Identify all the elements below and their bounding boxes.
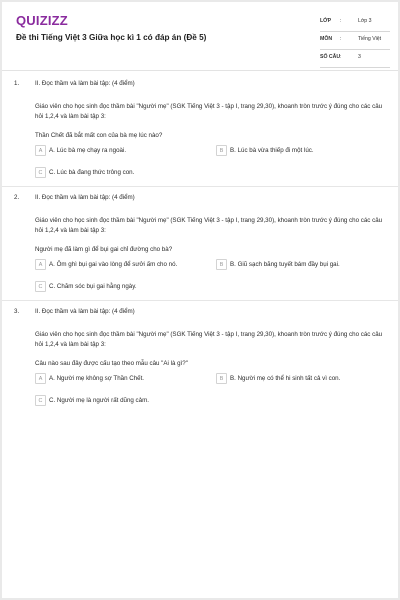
option-letter-box: A <box>35 259 46 270</box>
question-passage: Giáo viên cho học sinh đọc thầm bài "Người mẹ" (SGK Tiếng Việt 3 - tập I, trang 29,30), khoanh tròn trước ý đúng cho các câu hỏi 1,2,4 và làm bài tập 3: <box>35 217 383 234</box>
meta-row-subject <box>320 33 390 50</box>
option-text: B. Lúc bà vừa thiếp đi một lúc. <box>230 147 314 154</box>
option-letter-box: A <box>35 373 46 384</box>
option-letter-box: C <box>35 281 46 292</box>
question-passage: Giáo viên cho học sinh đọc thầm bài "Người mẹ" (SGK Tiếng Việt 3 - tập I, trang 29,30), khoanh tròn trước ý đúng cho các câu hỏi 1,2,4 và làm bài tập 3: <box>35 331 383 348</box>
question-number: 1. <box>14 80 20 87</box>
question-divider <box>2 186 398 187</box>
meta-colon: : <box>340 36 342 42</box>
worksheet-meta <box>320 15 390 69</box>
question-heading: II. Đọc thầm và làm bài tập: (4 điểm) <box>35 194 135 201</box>
meta-value-class: Lớp 3 <box>358 18 372 24</box>
question-number: 2. <box>14 194 20 201</box>
option-letter-box: B <box>216 373 227 384</box>
option-letter-box: A <box>35 145 46 156</box>
question-passage: Giáo viên cho học sinh đọc thầm bài "Người mẹ" (SGK Tiếng Việt 3 - tập I, trang 29,30), khoanh tròn trước ý đúng cho các câu hỏi 1,2,4 và làm bài tập 3: <box>35 103 383 120</box>
option-text: B. Giũ sạch băng tuyết bám đầy bụi gai. <box>230 261 340 268</box>
meta-colon: : <box>340 18 342 24</box>
option-text: A. Lúc bà mẹ chạy ra ngoài. <box>49 147 127 154</box>
meta-row-class <box>320 15 390 32</box>
option-text: C. Người mẹ là người rất dũng cảm. <box>49 397 149 404</box>
meta-value-question-count: 3 <box>358 54 361 60</box>
question-prompt: Thần Chết đã bắt mất con của bà mẹ lúc nào? <box>35 132 163 139</box>
option-text: C. Lúc bà đang thức trông con. <box>49 169 135 176</box>
page-title: Đề thi Tiếng Việt 3 Giữa học kì 1 có đáp án (Đề 5) <box>16 33 207 42</box>
worksheet-page <box>2 2 398 598</box>
option-letter-box: B <box>216 259 227 270</box>
meta-row-question-count <box>320 51 390 68</box>
meta-label-class: LỚP <box>320 18 332 24</box>
option-text: B. Người mẹ có thể hi sinh tất cả vì con. <box>230 375 341 382</box>
question-heading: II. Đọc thầm và làm bài tập: (4 điểm) <box>35 308 135 315</box>
question-number: 3. <box>14 308 20 315</box>
header-divider <box>2 70 398 71</box>
question-prompt: Người mẹ đã làm gì để bụi gai chỉ đường cho bà? <box>35 246 173 253</box>
quizizz-logo: QUIZIZZ <box>16 13 68 28</box>
option-letter-box: C <box>35 395 46 406</box>
meta-value-subject: Tiếng Việt <box>358 36 382 42</box>
question-divider <box>2 300 398 301</box>
question-heading: II. Đọc thầm và làm bài tập: (4 điểm) <box>35 80 135 87</box>
question-prompt: Câu nào sau đây được cấu tạo theo mẫu câu "Ai là gì?" <box>35 360 188 367</box>
meta-label-question-count: SỐ CÂU <box>320 54 341 60</box>
option-letter-box: C <box>35 167 46 178</box>
option-text: A. Người mẹ không sợ Thần Chết. <box>49 375 145 382</box>
option-text: A. Ôm ghì bụi gai vào lòng để sưởi ấm cho nó. <box>49 261 178 268</box>
option-letter-box: B <box>216 145 227 156</box>
option-text: C. Chăm sóc bụi gai hằng ngày. <box>49 283 137 290</box>
meta-label-subject: MÔN <box>320 36 333 42</box>
meta-colon: : <box>340 54 342 60</box>
